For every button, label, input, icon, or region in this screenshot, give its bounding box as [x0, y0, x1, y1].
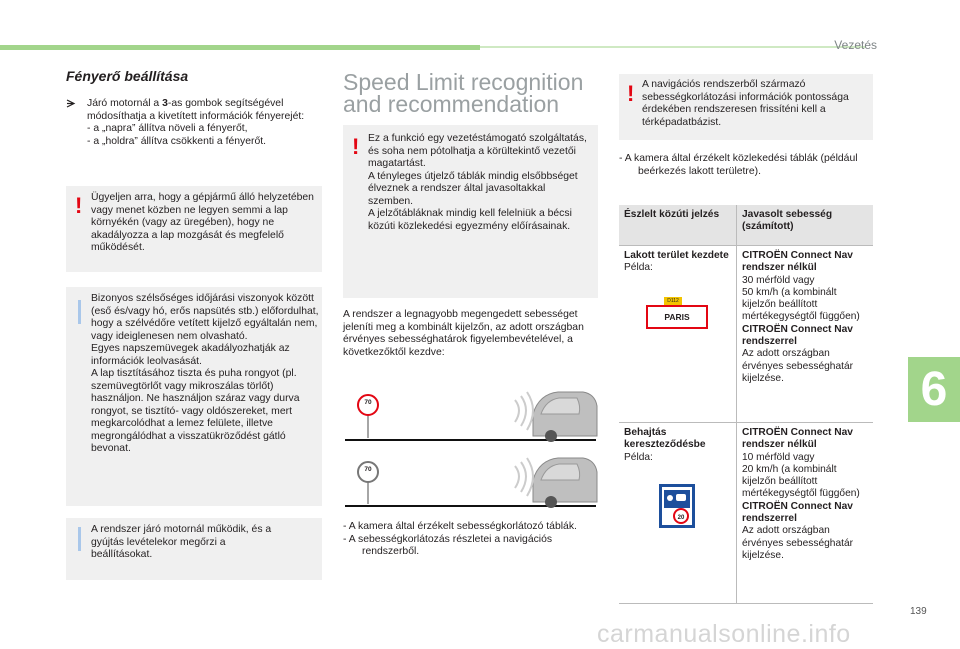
speed-sign-value: 70	[364, 399, 372, 406]
intro-item: - a „holdra” állítva csökkenti a fényerőt.	[87, 135, 267, 147]
example-label: Példa:	[624, 262, 653, 274]
speed-limit-body: A rendszer a legnagyobb megengedett sebességet jeleníti meg a kombinált kijelzőn, az adott országban érvényes sebességhatárok figyelembevételével, a következőktől kezdve:	[343, 309, 584, 358]
speed-table	[619, 205, 873, 604]
section-title: Vezetés	[834, 38, 877, 52]
warning-icon: !	[75, 193, 83, 218]
warning-box	[619, 74, 873, 140]
speed-limit-heading: Speed Limit recognition and recommendation	[343, 69, 584, 117]
page-number: 139	[910, 606, 927, 617]
speed-sign-value: 70	[364, 466, 372, 473]
arrow-icon	[66, 98, 76, 114]
intro-text-bold: 3	[162, 98, 168, 109]
sign-name: Behajtás kereszteződésbe	[624, 427, 706, 451]
info-box	[66, 287, 322, 506]
town-name: PARIS	[646, 305, 708, 329]
sign-name: Lakott terület kezdete	[624, 250, 729, 261]
list-item: - A kamera által érzékelt sebességkorlátozó táblák.	[343, 521, 577, 532]
intro-text-post: -as gombok segítségével módosíthatja a kivetített információk fényerejét:	[87, 98, 305, 122]
watermark: carmanualsonline.info	[597, 620, 851, 648]
warning-icon: !	[627, 81, 635, 106]
brightness-heading: Fényerő beállítása	[66, 68, 189, 84]
table-header-row	[619, 205, 873, 246]
chapter-tab: 6	[908, 357, 960, 422]
car-icon	[515, 392, 597, 442]
table-cell	[619, 246, 737, 423]
town-sign-icon: D112 PARIS	[646, 297, 708, 331]
zone-sign-value: 20	[677, 514, 685, 521]
brightness-intro	[66, 98, 316, 148]
info-icon	[78, 527, 81, 551]
table-header-cell: Észlelt közúti jelzés	[619, 205, 737, 246]
list-item: - A sebességkorlátozás részletei a navigációs rendszerből.	[343, 533, 553, 557]
car-icon	[515, 458, 597, 508]
table-row	[619, 423, 873, 604]
example-label: Példa:	[624, 451, 653, 463]
header-bar	[0, 45, 480, 50]
warning-text: Ez a funkció egy vezetéstámogató szolgáltatás, és soha nem pótolhatja a körültekintő vezetői magatartást. A tényleges útjelző táblák mindig elsőbbséget élveznek a rendszer által javasoltakkal szemben. A jelzőtábláknak mindig kell felelniük a bécsi közúti közlekedési egyezmény előírásainak.	[368, 133, 587, 232]
intro-text-pre: Járó motornál a	[87, 98, 163, 109]
header-rule	[480, 46, 866, 48]
warning-text: A navigációs rendszerből származó sebességkorlátozási információk pontossága érdekében rendszeresen frissíténi kell a térképadatbázist.	[642, 79, 849, 128]
info-text: Bizonyos szélsőséges időjárási viszonyok között (eső és/vagy hó, erős napsütés stb.) előfordulhat, hogy a szélvédőre vetített kijelző egyáltalán nem, vagy ideiglenesen nem olvasható. Egyes napszemüvegek akadályozhatják az információk leolvasását. A lap tisztításához tiszta és puha rongyot (pl. szemüvegtörlőt vagy mikroszálas törlőt) használjon. Ne használjon száraz vagy durva rongyot, se tisztító- vagy oldószereket, mert megkarcolódhat a lemez felülete, illetve megrongálódhat a visszatükröződést gátló bevonat.	[91, 293, 319, 454]
table-header-cell: Javasolt sebesség (számított)	[737, 205, 874, 246]
info-icon	[78, 300, 81, 324]
speed-sign-illustration	[343, 376, 598, 511]
table-row	[619, 246, 873, 423]
warning-icon: !	[352, 134, 360, 159]
speed-limit-sources	[343, 521, 601, 559]
camera-sign-item: - A kamera által érzékelt közlekedési táblák (például beérkezés lakott területre).	[619, 153, 858, 177]
warning-box	[66, 186, 322, 272]
table-cell: CITROËN Connect Nav rendszer nélkül 30 mérföld vagy 50 km/h (a kombinált kijelzőn beállított mértékegységtől függően) CITROËN Connect Nav rendszerrel Az adott országban érvényes sebességhatár kijelzése.	[737, 246, 874, 423]
info-text: A rendszer járó motornál működik, és a gyújtás levételekor megőrzi a beállításokat.	[91, 524, 272, 560]
table-cell: CITROËN Connect Nav rendszer nélkül 10 mérföld vagy 20 km/h (a kombinált kijelzőn beállított mértékegységtől függően) CITROËN Connect Nav rendszerrel Az adott országban érvényes sebességhatár kijelzése.	[737, 423, 874, 604]
warning-text: Ügyeljen arra, hogy a gépjármű álló helyzetében vagy menet közben ne legyen semmi a lap környékén (vagy az üregében), hogy ne akadályozza a lap mozgását és megfelelő működését.	[91, 192, 314, 253]
warning-box	[343, 125, 598, 298]
zone-sign-icon	[659, 484, 695, 528]
table-cell	[619, 423, 737, 604]
info-box	[66, 518, 322, 580]
intro-item: - a „napra” állítva növeli a fényerőt,	[87, 123, 248, 134]
